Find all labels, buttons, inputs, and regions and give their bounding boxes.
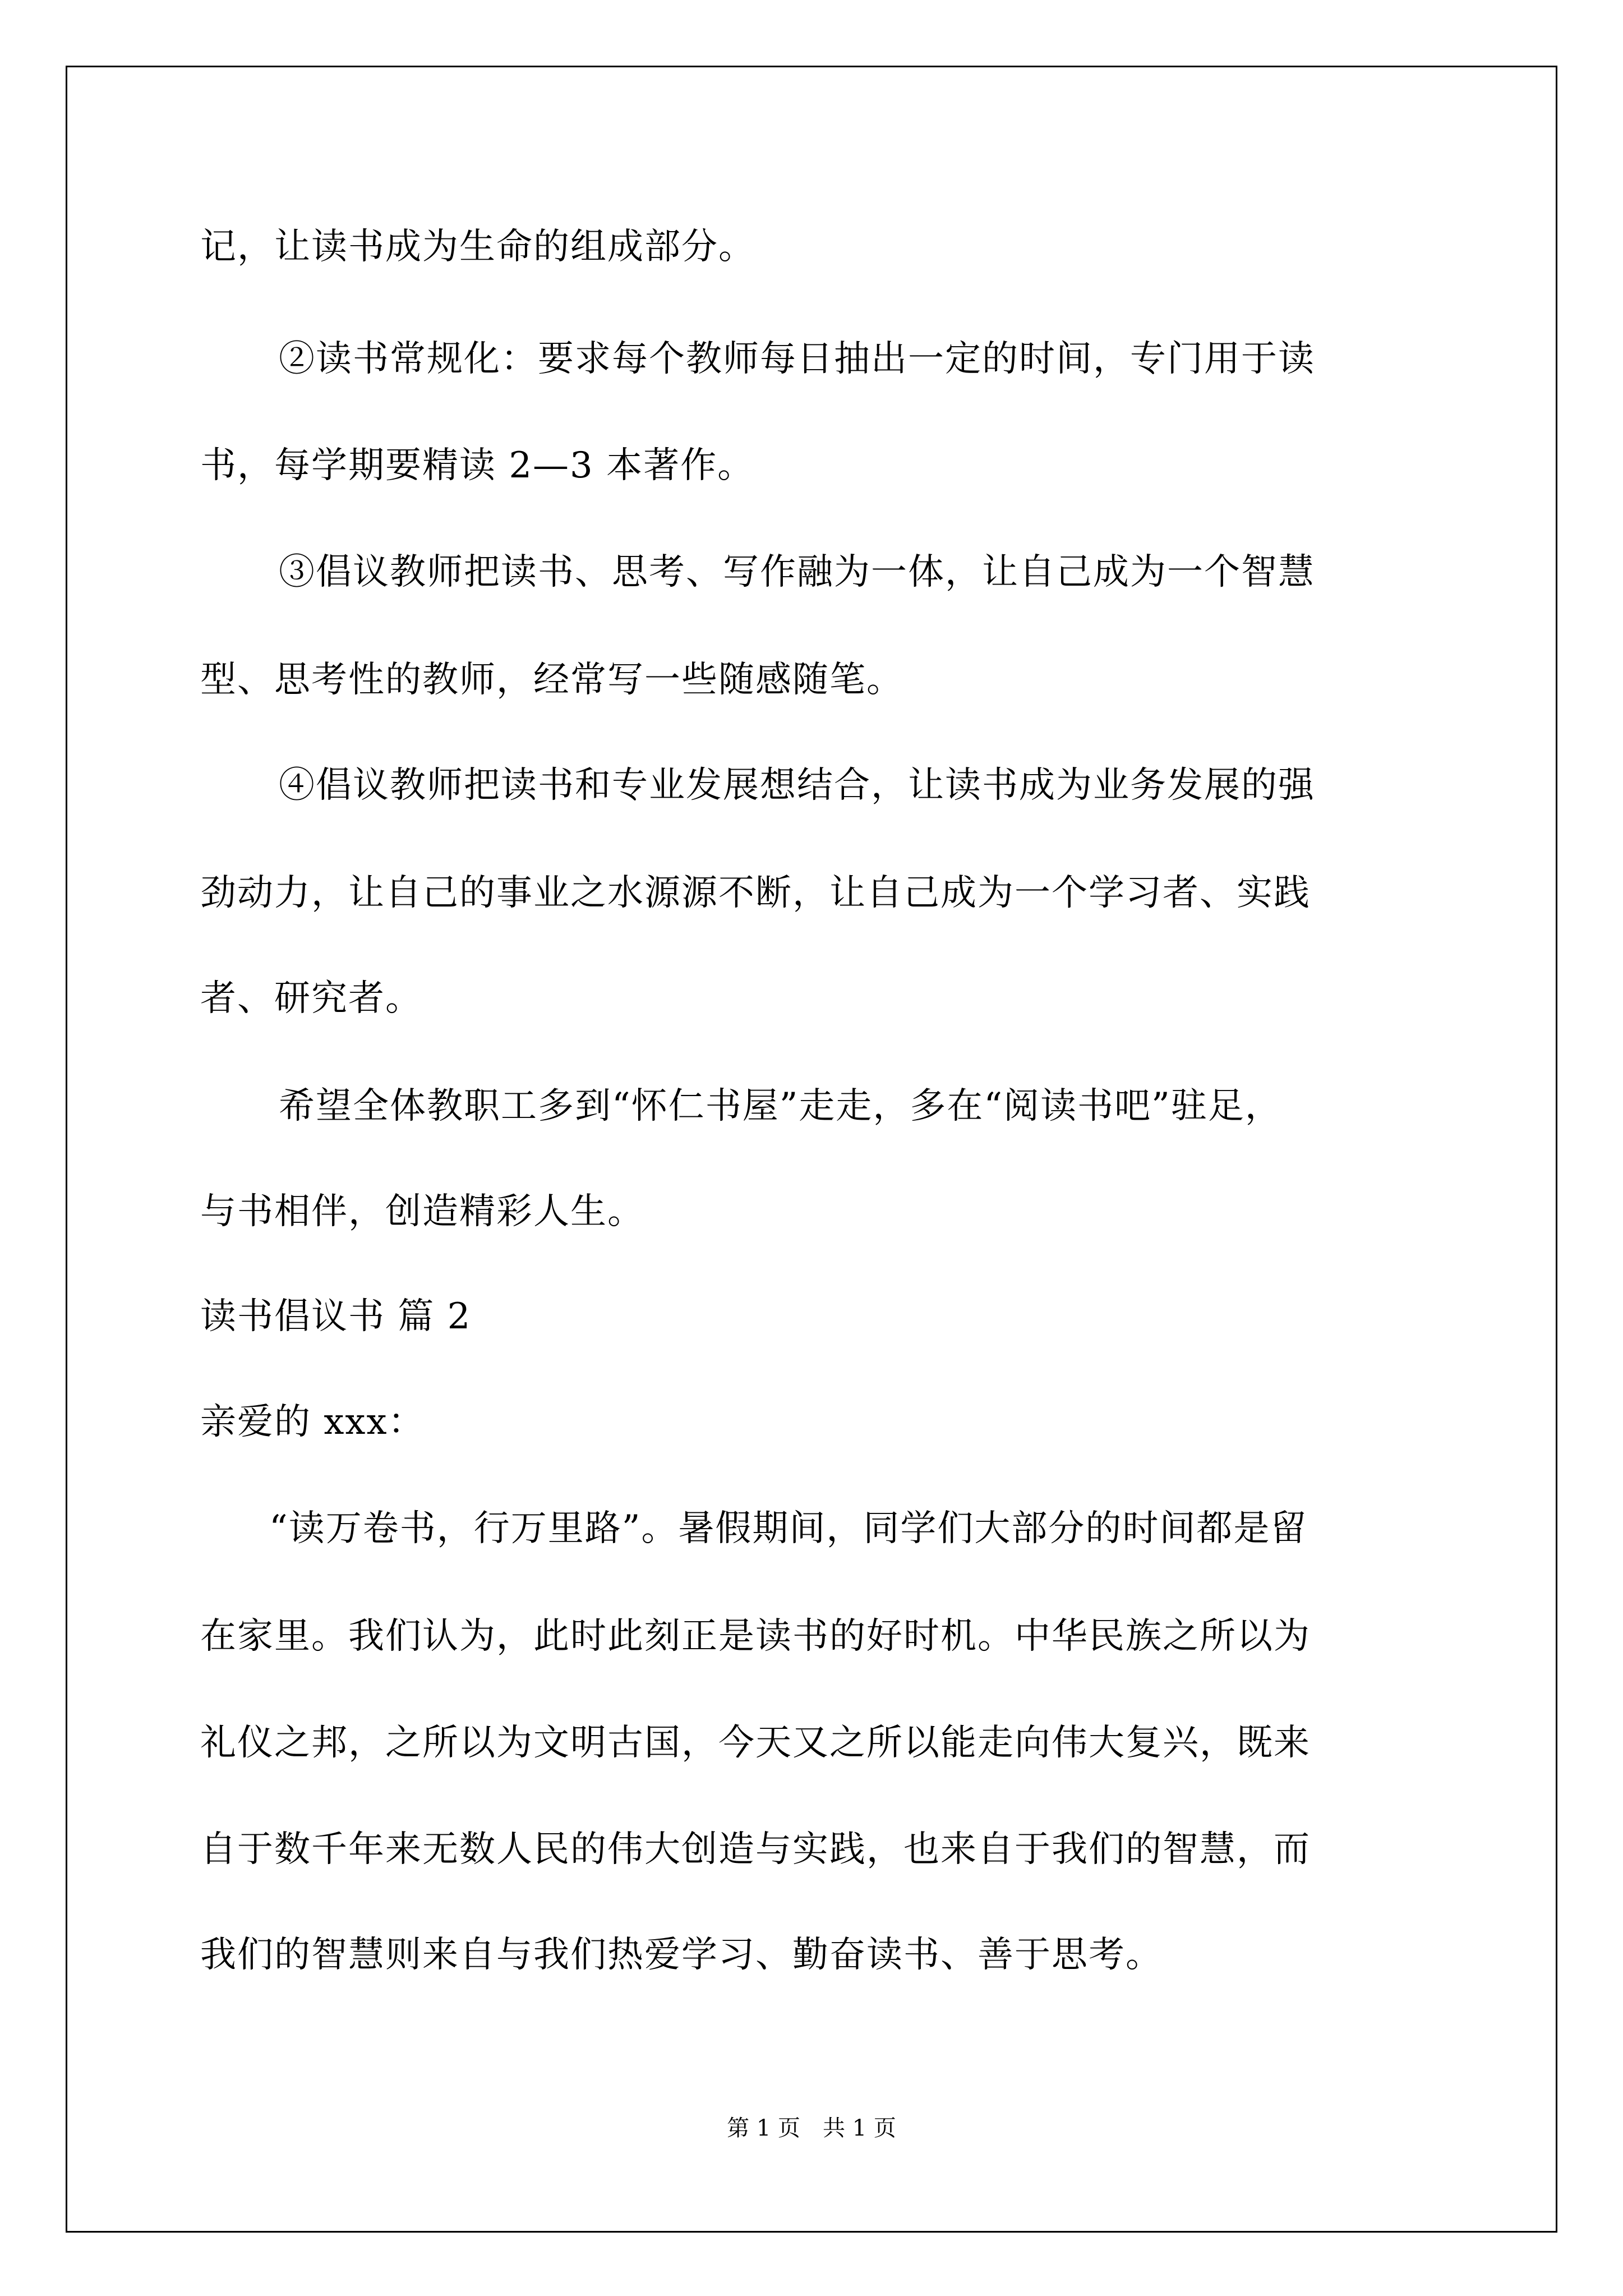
paragraph-line: “读万卷书，行万里路”。暑假期间，同学们大部分的时间都是留 bbox=[269, 1508, 1308, 1549]
paragraph-line: 我们的智慧则来自与我们热爱学习、勤奋读书、善于思考。 bbox=[200, 1934, 1163, 1976]
salutation: 亲爱的 xxx： bbox=[200, 1401, 425, 1443]
paragraph-line: 劲动力，让自己的事业之水源源不断，让自己成为一个学习者、实践 bbox=[200, 872, 1311, 914]
paragraph-line: 与书相伴，创造精彩人生。 bbox=[200, 1191, 644, 1232]
paragraph-line: ②读书常规化：要求每个教师每日抽出一定的时间，专门用于读 bbox=[279, 338, 1315, 380]
paragraph-line: 礼仪之邦，之所以为文明古国，今天又之所以能走向伟大复兴，既来 bbox=[200, 1722, 1311, 1764]
section-heading: 读书倡议书 篇 2 bbox=[200, 1296, 472, 1337]
paragraph-line: 自于数千年来无数人民的伟大创造与实践，也来自于我们的智慧，而 bbox=[200, 1829, 1311, 1870]
paragraph-line: ④倡议教师把读书和专业发展想结合，让读书成为业务发展的强 bbox=[279, 765, 1315, 806]
paragraph-line: 记，让读书成为生命的组成部分。 bbox=[200, 226, 755, 268]
paragraph-line: 型、思考性的教师，经常写一些随感随笔。 bbox=[200, 659, 903, 701]
paragraph-line: ③倡议教师把读书、思考、写作融为一体，让自己成为一个智慧 bbox=[279, 551, 1315, 593]
paragraph-line: 者、研究者。 bbox=[200, 978, 422, 1019]
paragraph-line: 书，每学期要精读 2—3 本著作。 bbox=[200, 445, 755, 486]
paragraph-line: 希望全体教职工多到“怀仁书屋”走走，多在“阅读书吧”驻足， bbox=[279, 1085, 1282, 1127]
paragraph-line: 在家里。我们认为，此时此刻正是读书的好时机。中华民族之所以为 bbox=[200, 1616, 1311, 1657]
page-number-footer: 第 1 页 共 1 页 bbox=[727, 2115, 896, 2141]
page-border bbox=[66, 66, 1557, 2233]
